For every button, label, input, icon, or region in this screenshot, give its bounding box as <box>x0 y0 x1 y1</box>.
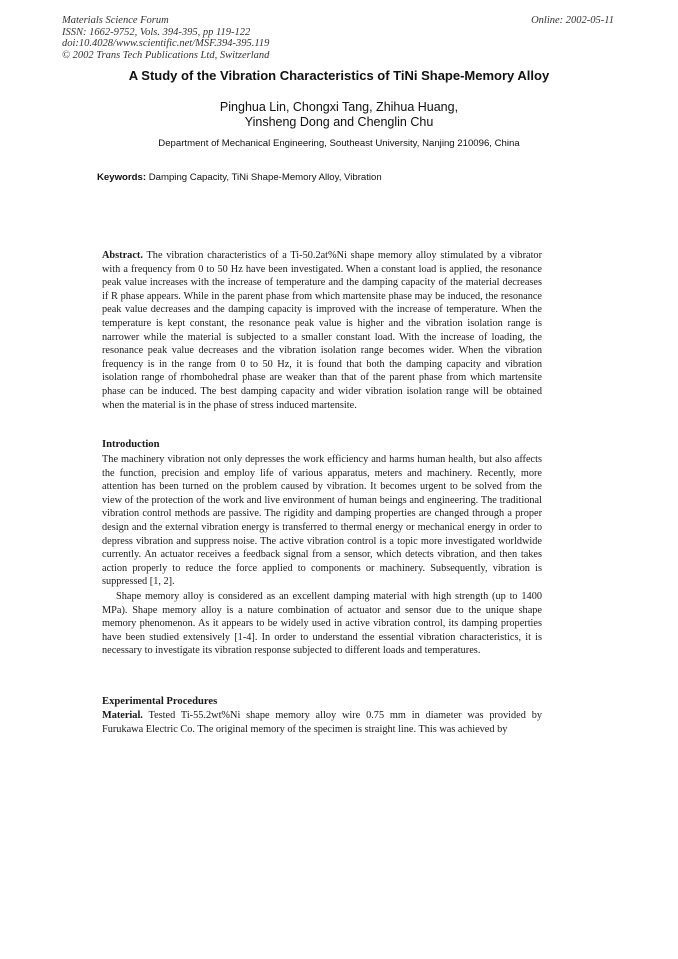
affiliation: Department of Mechanical Engineering, Southeast University, Nanjing 210096, China <box>158 138 520 149</box>
material-text: Tested Ti-55.2wt%Ni shape memory alloy wire 0.75 mm in diameter was provided by Furukawa Electric Co. The original memory of the specimen is straight line. This was achieved by <box>102 710 542 735</box>
journal-header <box>62 15 269 61</box>
journal-name: Materials Science Forum <box>62 15 169 26</box>
online-date: Online: 2002-05-11 <box>531 15 614 26</box>
material-label: Material. <box>102 710 143 721</box>
issn-line: ISSN: 1662-9752, Vols. 394-395, pp 119-122 <box>62 26 251 38</box>
material-paragraph <box>102 709 542 736</box>
abstract-text: The vibration characteristics of a Ti-50.2at%Ni shape memory alloy stimulated by a vibrator with a frequency from 0 to 50 Hz have been investigated. When a constant load is applied, the resonance peak value increases with the increase of temperature and the damping capacity of the material decreases if R phase appears. While in the parent phase from which martensite phase may be induced, the resonance peak value decreases and the damping capacity is improved with the increase of temperature. When the temperature is kept constant, the resonance peak value is higher and the vibration isolation range is narrower while the material is subjected to a smaller constant load. With the increase of loading, the resonance peak value decreases and the vibration isolation range becomes wider. When the vibration frequency is in the range from 0 to 50 Hz, it is found that both the damping capacity and vibration isolation range of rhombohedral phase are weaker than that of the parent phase from which martensite phase can be induced. The best damping capacity and wider vibration isolation range will be obtained when the material is in the phase of stress induced martensite. <box>102 250 543 411</box>
introduction-paragraph-1 <box>102 453 542 589</box>
keywords <box>97 172 382 183</box>
introduction-p1-text: The machinery vibration not only depresses the work efficiency and harms human health, but also affects the function, precision and employ life of various apparatus, meters and machinery. Recently, more attention has been turned on the problem caused by vibration. It becomes urgent to be solved from the view of the protection of the work and live environment of human beings and engineering. The traditional vibration control methods are passive. The rigidity and damping properties are changed through a proper design and the external vibration energy is transferred to thermal energy or mechanical energy in order to depress vibration and suppress noise. The active vibration control is a topic more investigated worldwide currently. An actuator receives a feedback signal from a sensor, which detects vibration, and then takes action properly to reduce the force applied to components or machinery. Subsequently, vibration is suppressed [1, 2]. <box>102 454 542 588</box>
keywords-text: Damping Capacity, TiNi Shape-Memory Alloy, Vibration <box>148 172 382 183</box>
introduction-paragraph-2 <box>102 590 542 658</box>
author-line-2: Yinsheng Dong and Chenglin Chu <box>244 115 434 129</box>
experimental-heading: Experimental Procedures <box>102 696 218 707</box>
paper-title: A Study of the Vibration Characteristics of TiNi Shape-Memory Alloy <box>128 68 550 83</box>
abstract <box>102 249 542 412</box>
author-line-1: Pinghua Lin, Chongxi Tang, Zhihua Huang, <box>219 100 459 114</box>
copyright-line: © 2002 Trans Tech Publications Ltd, Switzerland <box>62 49 270 61</box>
author-list <box>0 100 678 130</box>
introduction-p2-text: Shape memory alloy is considered as an excellent damping material with high strength (up to 1400 MPa). Shape memory alloy is a nature combination of actuator and sensor due to the unique shape memory phenomenon. As it appears to be widely used in active vibration control, its damping properties have been studied extensively [1-4]. In order to understand the essential vibration characteristics, it is necessary to investigate its vibration response subjected to different loads and temperatures. <box>102 591 542 657</box>
introduction-heading: Introduction <box>102 439 160 450</box>
keywords-label: Keywords: <box>97 172 147 183</box>
abstract-label: Abstract. <box>102 250 143 261</box>
doi-line[interactable]: doi:10.4028/www.scientific.net/MSF.394-395.119 <box>62 38 270 49</box>
